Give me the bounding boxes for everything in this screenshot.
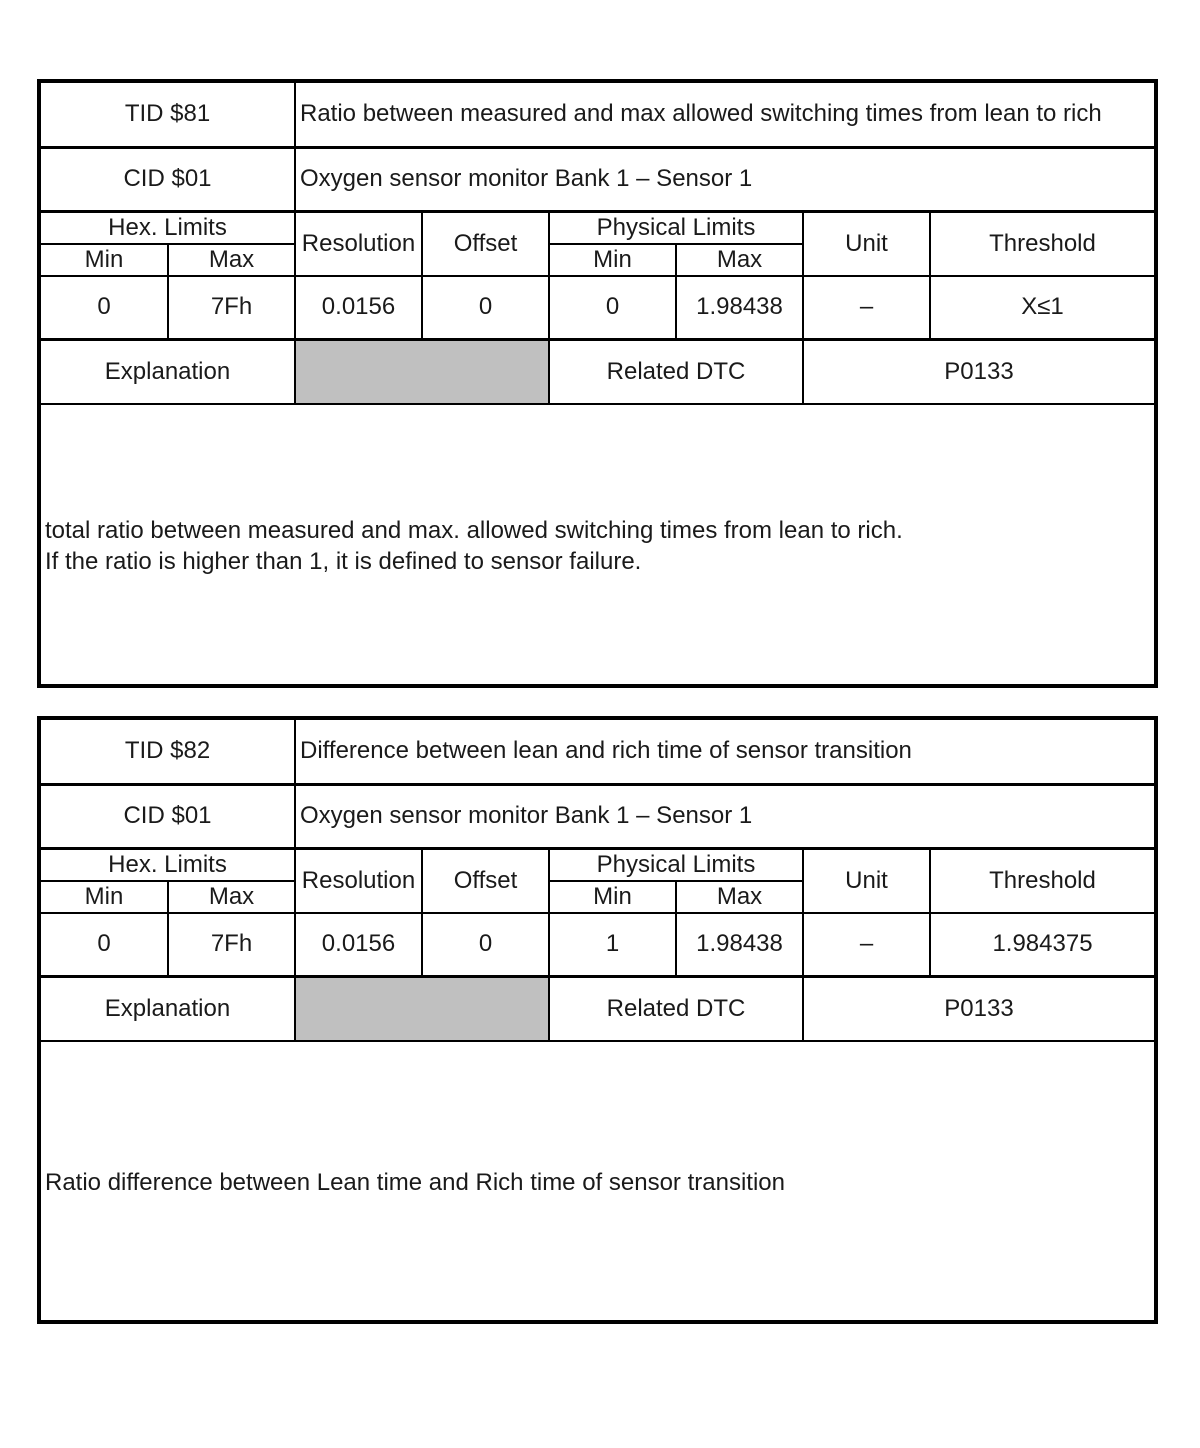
phys-min-header: Min: [549, 881, 676, 913]
explanation-blank-cell: [295, 977, 549, 1041]
tid-81-spec-table: [41, 83, 1154, 405]
related-dtc-value: P0133: [803, 340, 1154, 404]
hex-max-value: 7Fh: [168, 913, 295, 977]
hex-min-value: 0: [41, 913, 168, 977]
related-dtc-label: Related DTC: [549, 977, 803, 1041]
cid-label: CID $01: [41, 147, 295, 211]
cid-description: Oxygen sensor monitor Bank 1 – Sensor 1: [295, 784, 1154, 848]
unit-value: –: [803, 913, 930, 977]
tid-label: TID $81: [41, 83, 295, 147]
related-dtc-label: Related DTC: [549, 340, 803, 404]
phys-min-header: Min: [549, 244, 676, 276]
explanation-area: [41, 1042, 1154, 1324]
threshold-value: 1.984375: [930, 913, 1154, 977]
hex-max-value: 7Fh: [168, 276, 295, 340]
tid-description: Ratio between measured and max allowed switching times from lean to rich: [295, 83, 1154, 147]
resolution-header: Resolution: [295, 848, 422, 913]
physical-limits-header: Physical Limits: [549, 211, 803, 244]
resolution-header: Resolution: [295, 211, 422, 276]
offset-header: Offset: [422, 211, 549, 276]
related-dtc-value: P0133: [803, 977, 1154, 1041]
hex-max-header: Max: [168, 881, 295, 913]
resolution-value: 0.0156: [295, 913, 422, 977]
phys-min-value: 1: [549, 913, 676, 977]
threshold-header: Threshold: [930, 211, 1154, 276]
tid-label: TID $82: [41, 720, 295, 784]
cid-description: Oxygen sensor monitor Bank 1 – Sensor 1: [295, 147, 1154, 211]
threshold-value: X≤1: [930, 276, 1154, 340]
explanation-line: Ratio difference between Lean time and Rich time of sensor transition: [45, 1169, 785, 1196]
cid-label: CID $01: [41, 784, 295, 848]
phys-max-value: 1.98438: [676, 913, 803, 977]
unit-header: Unit: [803, 211, 930, 276]
hex-min-header: Min: [41, 244, 168, 276]
explanation-text: [41, 1167, 789, 1198]
tid-82-spec-block: [37, 716, 1158, 1324]
offset-header: Offset: [422, 848, 549, 913]
explanation-text: [41, 515, 907, 577]
unit-value: –: [803, 276, 930, 340]
physical-limits-header: Physical Limits: [549, 848, 803, 881]
unit-header: Unit: [803, 848, 930, 913]
phys-max-header: Max: [676, 881, 803, 913]
tid-81-spec-block: [37, 79, 1158, 688]
offset-value: 0: [422, 276, 549, 340]
hex-min-value: 0: [41, 276, 168, 340]
hex-min-header: Min: [41, 881, 168, 913]
explanation-label: Explanation: [41, 977, 295, 1041]
hex-limits-header: Hex. Limits: [41, 211, 295, 244]
explanation-label: Explanation: [41, 340, 295, 404]
hex-max-header: Max: [168, 244, 295, 276]
explanation-line: total ratio between measured and max. allowed switching times from lean to rich.: [45, 517, 903, 544]
resolution-value: 0.0156: [295, 276, 422, 340]
phys-max-header: Max: [676, 244, 803, 276]
phys-max-value: 1.98438: [676, 276, 803, 340]
phys-min-value: 0: [549, 276, 676, 340]
hex-limits-header: Hex. Limits: [41, 848, 295, 881]
explanation-area: [41, 405, 1154, 688]
threshold-header: Threshold: [930, 848, 1154, 913]
offset-value: 0: [422, 913, 549, 977]
explanation-line: If the ratio is higher than 1, it is defined to sensor failure.: [45, 548, 642, 575]
explanation-blank-cell: [295, 340, 549, 404]
tid-description: Difference between lean and rich time of sensor transition: [295, 720, 1154, 784]
tid-82-spec-table: [41, 720, 1154, 1042]
